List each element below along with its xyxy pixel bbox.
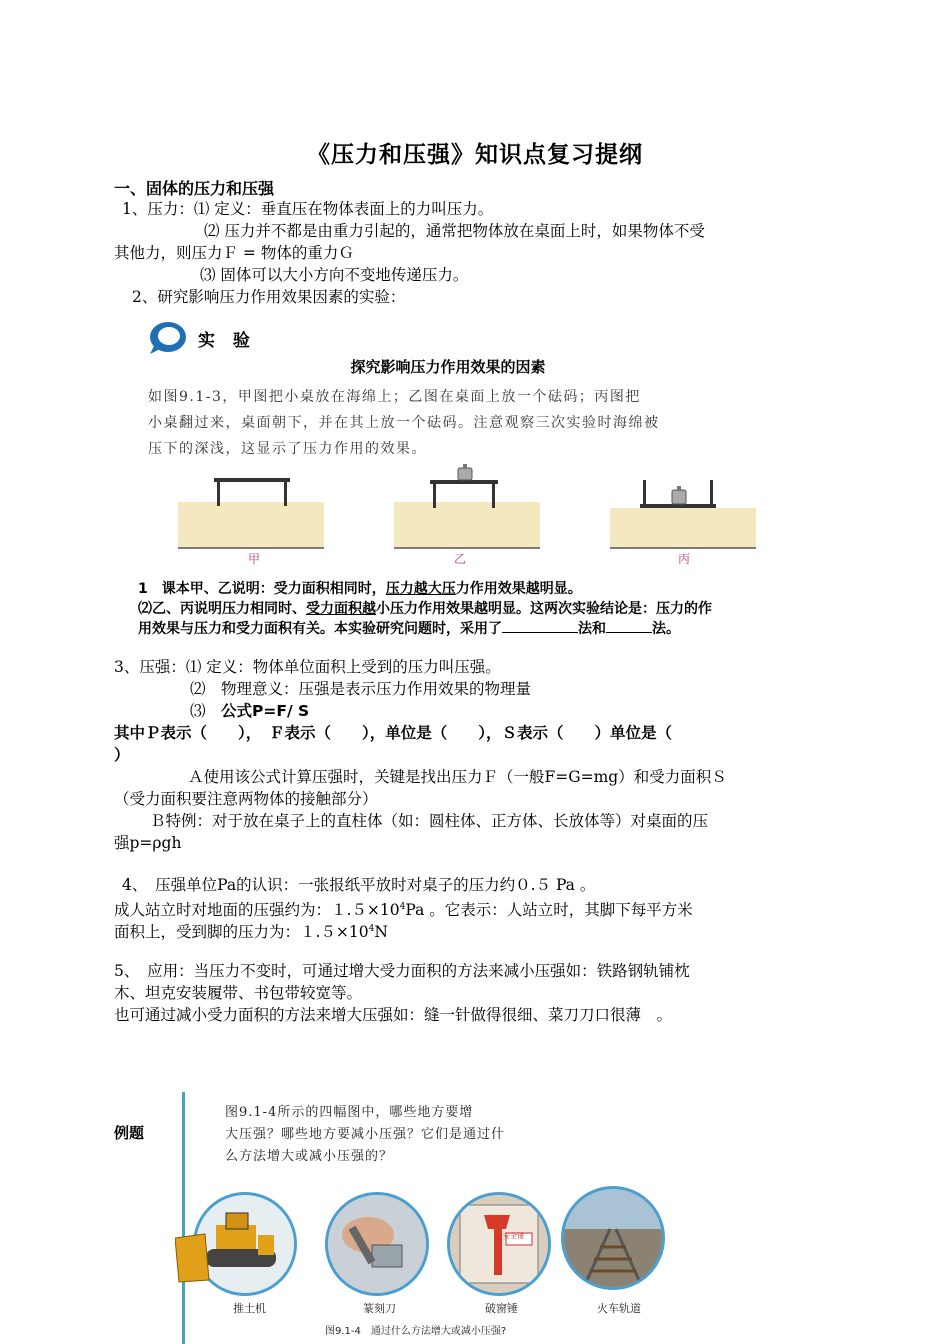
speech-bubble-icon: [148, 320, 188, 356]
formula-line: [190, 700, 309, 722]
conclusion-2: [138, 598, 712, 618]
caption-railway: 火车轨道: [597, 1302, 641, 1315]
diagram-bing: [610, 474, 756, 554]
example-figure: [182, 1092, 647, 1344]
conclusion-1-underlined: 压力越大压: [385, 581, 456, 597]
formula-blanks: 其中Ｐ表示（ ）， Ｆ表示（ ），单位是（ ），Ｓ表示（ ）单位是（: [114, 724, 673, 742]
conclusion-3-part: 法和: [578, 621, 606, 637]
example-text-line: 大压强？哪些地方要减小压强？它们是通过什: [225, 1127, 506, 1142]
pa-text: N: [374, 923, 388, 942]
formula-prefix: ⑶: [190, 702, 222, 720]
section-heading: 一、固体的压力和压强: [114, 179, 275, 198]
fill-blank[interactable]: [502, 618, 578, 633]
experiment-text-line: 小桌翻过来，桌面朝下，并在其上放一个砝码。注意观察三次实验时海绵被: [148, 415, 660, 431]
experiment-subtitle: 探究影响压力作用效果的因素: [350, 358, 546, 376]
fill-blank[interactable]: [606, 618, 652, 633]
caption-jia: 甲: [248, 552, 261, 566]
example-question: [225, 1102, 645, 1168]
bulldozer-blade-icon: [175, 1230, 255, 1284]
example-text-line: 图9.1-4所示的四幅图中，哪些地方要增: [225, 1105, 474, 1120]
conclusion-3: [138, 618, 680, 638]
page-title: 《压力和压强》知识点复习提纲: [307, 142, 643, 168]
note-b-line1: Ｂ特例：对于放在桌子上的直柱体（如：圆柱体、正方体、长放体等）对桌面的压: [150, 812, 709, 830]
railway-image: [561, 1186, 665, 1290]
pa-unit-line1: 4、 压强单位Pa的认识：一张报纸平放时对桌子的压力约０.５ Pa 。: [122, 876, 596, 894]
conclusion-2-underlined: 受力面积越: [306, 601, 376, 617]
formula: 公式P=F/ S: [221, 702, 310, 720]
application-line3: 也可通过减小受力面积的方法来增大压强如：缝一针做得很细、菜刀刀口很薄 。: [114, 1006, 673, 1024]
note-a-line2: （受力面积要注意两物体的接触部分）: [114, 790, 378, 808]
caption-carving-knife: 篆刻刀: [363, 1302, 396, 1315]
conclusion-3-part: 用效果与压力和受力面积有关。本实验研究问题时，采用了: [138, 621, 502, 637]
experiment-text-line: 如图9.1-3，甲图把小桌放在海绵上；乙图在桌面上放一个砝码；丙图把: [148, 389, 641, 405]
carving-knife-image: [325, 1192, 429, 1296]
exponent: 4: [399, 902, 406, 912]
emergency-hammer-image: [447, 1192, 551, 1296]
experiment-label: 实 验: [198, 331, 256, 351]
application-line2: 木、坦克安装履带、书包带较宽等。: [114, 984, 363, 1002]
exponent: 4: [368, 924, 375, 934]
note-a-line1: Ａ使用该公式计算压强时，关键是找出压力Ｆ（一般F=G=mg）和受力面积Ｓ: [188, 768, 727, 786]
pressure-definition: 1、压力：⑴ 定义：垂直压在物体表面上的力叫压力。: [122, 200, 494, 218]
pressure-note-line1: ⑵ 压力并不都是由重力引起的，通常把物体放在桌面上时，如果物体不受: [204, 222, 705, 240]
diagram-yi: [394, 462, 540, 554]
experiment-description: [148, 384, 808, 462]
example-figure-caption: 图9.1-4 通过什么方法增大或减小压强?: [325, 1326, 507, 1337]
conclusion-1-prefix: 1 课本甲、乙说明：受力面积相同时，: [138, 581, 386, 597]
experiment-text-line: 压下的深浅，这显示了压力作用的效果。: [148, 441, 427, 457]
diagram-jia: [178, 474, 324, 554]
formula-blanks-end: ）: [114, 746, 130, 764]
pressure-note-line2: 其他力，则压力Ｆ = 物体的重力Ｇ: [114, 244, 354, 262]
caption-bing: 丙: [678, 552, 691, 566]
conclusion-2-part: 小压力作用效果越明显。这两次实验结论是：压力的作: [376, 601, 712, 617]
pa-text: 面积上，受到脚的压力为：１.５×10: [114, 923, 369, 942]
pressure-intensity-def: 3、压强：⑴ 定义：物体单位面积上受到的压力叫压强。: [114, 658, 501, 676]
caption-bulldozer: 推土机: [233, 1302, 266, 1315]
pa-text: 成人站立时对地面的压强约为：１.５×10: [114, 901, 400, 920]
conclusion-2-part: ⑵乙、丙说明压力相同时、: [138, 601, 306, 617]
example-label: 例题: [114, 1124, 145, 1142]
caption-yi: 乙: [454, 552, 467, 566]
physical-meaning: ⑵ 物理意义：压强是表示压力作用效果的物理量: [190, 680, 532, 698]
example-text-line: 么方法增大或减小压强的？: [225, 1149, 394, 1164]
hammer-sign: 安全锤: [503, 1232, 524, 1240]
pressure-transmit: ⑶ 固体可以大小方向不变地传递压力。: [200, 266, 469, 284]
experiment-intro: 2、研究影响压力作用效果因素的实验：: [132, 288, 406, 306]
caption-emergency-hammer: 破窗锤: [485, 1302, 518, 1315]
conclusion-1-suffix: 力作用效果越明显。: [455, 581, 582, 597]
application-line1: 5、 应用：当压力不变时，可通过增大受力面积的方法来减小压强如：铁路钢轨铺枕: [114, 962, 690, 980]
note-b-line2: 强p=ρgh: [114, 834, 182, 852]
pa-text: Pa 。它表示：人站立时，其脚下每平方米: [405, 901, 693, 920]
conclusion-1: [138, 578, 582, 598]
conclusion-3-part: 法。: [652, 621, 680, 637]
pa-unit-line3: [114, 918, 388, 943]
experiment-figure: [148, 314, 808, 582]
